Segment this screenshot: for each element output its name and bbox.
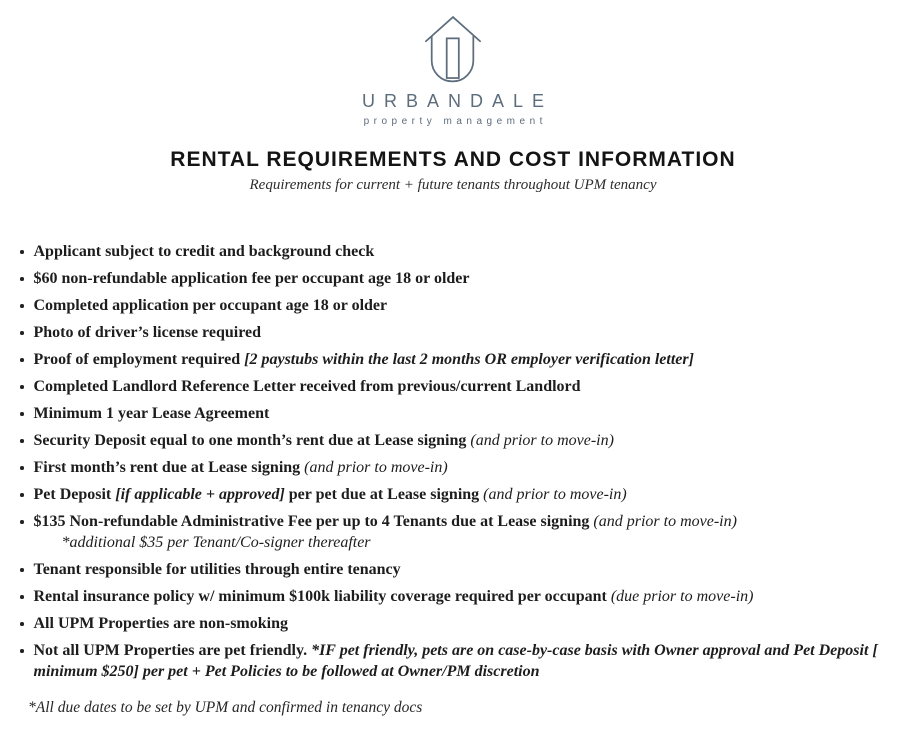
- footnote: *All due dates to be set by UPM and confirmed in tenancy docs: [28, 699, 423, 716]
- requirement-segment: (and prior to move-in): [304, 459, 448, 476]
- requirement-text: [34, 484, 895, 505]
- requirement-text: [34, 403, 895, 424]
- requirement-segment: [if applicable + approved]: [115, 486, 285, 503]
- requirement-segment: Applicant subject to credit and background check: [33, 243, 375, 260]
- bullet-dot: [20, 304, 24, 308]
- requirement-segment: Completed Landlord Reference Letter received from previous/current Landlord: [33, 378, 581, 395]
- requirement-text: [34, 430, 895, 451]
- requirement-segment: Completed application per occupant age 18 or older: [33, 297, 388, 314]
- bullet-dot: [20, 358, 24, 362]
- requirement-text: [34, 457, 895, 478]
- requirement-segment: First month’s rent due at Lease signing: [33, 459, 305, 476]
- requirement-item: [20, 511, 894, 553]
- requirement-subline: *additional $35 per Tenant/Co-signer thereafter: [61, 534, 371, 551]
- requirement-item: [20, 484, 894, 505]
- requirement-text: [34, 511, 895, 553]
- requirement-segment: Minimum 1 year Lease Agreement: [33, 405, 270, 422]
- bullet-dot: [20, 277, 24, 281]
- requirement-segment: per pet due at Lease signing: [284, 486, 484, 503]
- requirement-segment: *IF pet friendly, pets are on case-by-case basis with Owner approval and Pet Deposit [ minimum $250] per pet + Pet Policies to be followed at Owner/PM discretion: [33, 642, 878, 680]
- requirement-item: [20, 376, 894, 397]
- requirement-item: [20, 586, 894, 607]
- requirement-segment: $60 non-refundable application fee per occupant age 18 or older: [33, 270, 470, 287]
- requirement-segment: (and prior to move-in): [593, 513, 737, 530]
- requirement-item: [20, 559, 894, 580]
- brand-tagline: property management: [363, 116, 547, 127]
- requirement-segment: Rental insurance policy w/ minimum $100k liability coverage required per occupant: [33, 588, 611, 605]
- bullet-dot: [20, 595, 24, 599]
- bullet-dot: [20, 568, 24, 572]
- requirement-segment: Tenant responsible for utilities through entire tenancy: [33, 561, 401, 578]
- house-body-line: [432, 36, 474, 81]
- house-door-line: [447, 38, 459, 78]
- requirements-list: [0, 241, 906, 682]
- requirement-segment: Not all UPM Properties are pet friendly.: [33, 642, 312, 659]
- bullet-dot: [20, 649, 24, 653]
- requirement-segment: (and prior to move-in): [470, 432, 614, 449]
- requirement-text: [34, 322, 895, 343]
- page-subtitle: Requirements for current + future tenants throughout UPM tenancy: [249, 177, 657, 193]
- requirement-segment: Security Deposit equal to one month’s rent due at Lease signing: [33, 432, 471, 449]
- requirement-item: [20, 322, 894, 343]
- requirement-text: [34, 586, 895, 607]
- requirement-segment: Pet Deposit: [33, 486, 116, 503]
- requirement-text: [34, 268, 895, 289]
- requirement-text: [34, 559, 895, 580]
- requirement-item: [20, 403, 894, 424]
- bullet-dot: [20, 439, 24, 443]
- requirement-text: [34, 376, 895, 397]
- bullet-dot: [20, 331, 24, 335]
- brand-header: [0, 12, 906, 128]
- page-title: RENTAL REQUIREMENTS AND COST INFORMATION: [170, 148, 736, 171]
- requirement-item: [20, 349, 894, 370]
- bullet-dot: [20, 385, 24, 389]
- requirement-text: [34, 295, 895, 316]
- brand-name: URBANDALE: [361, 91, 554, 111]
- bullet-dot: [20, 622, 24, 626]
- requirement-text: [34, 640, 895, 682]
- requirement-segment: [2 paystubs within the last 2 months OR employer verification letter]: [244, 351, 694, 368]
- house-logo-icon: [423, 12, 483, 86]
- requirement-item: [20, 295, 894, 316]
- requirement-text: [34, 241, 895, 262]
- requirement-text: [34, 349, 895, 370]
- requirement-item: [20, 640, 894, 682]
- requirement-segment: (due prior to move-in): [610, 588, 754, 605]
- bullet-dot: [20, 520, 24, 524]
- bullet-dot: [20, 466, 24, 470]
- requirement-segment: (and prior to move-in): [483, 486, 627, 503]
- requirement-text: [34, 613, 895, 634]
- bullet-dot: [20, 412, 24, 416]
- requirement-segment: All UPM Properties are non-smoking: [33, 615, 288, 632]
- requirement-segment: Photo of driver’s license required: [33, 324, 262, 341]
- bullet-dot: [20, 493, 24, 497]
- requirement-item: [20, 613, 894, 634]
- requirement-segment: $135 Non-refundable Administrative Fee per up to 4 Tenants due at Lease signing: [33, 513, 594, 530]
- requirement-item: [20, 430, 894, 451]
- bullet-dot: [20, 250, 24, 254]
- requirement-item: [20, 268, 894, 289]
- requirement-item: [20, 457, 894, 478]
- requirement-segment: Proof of employment required: [33, 351, 245, 368]
- requirement-item: [20, 241, 894, 262]
